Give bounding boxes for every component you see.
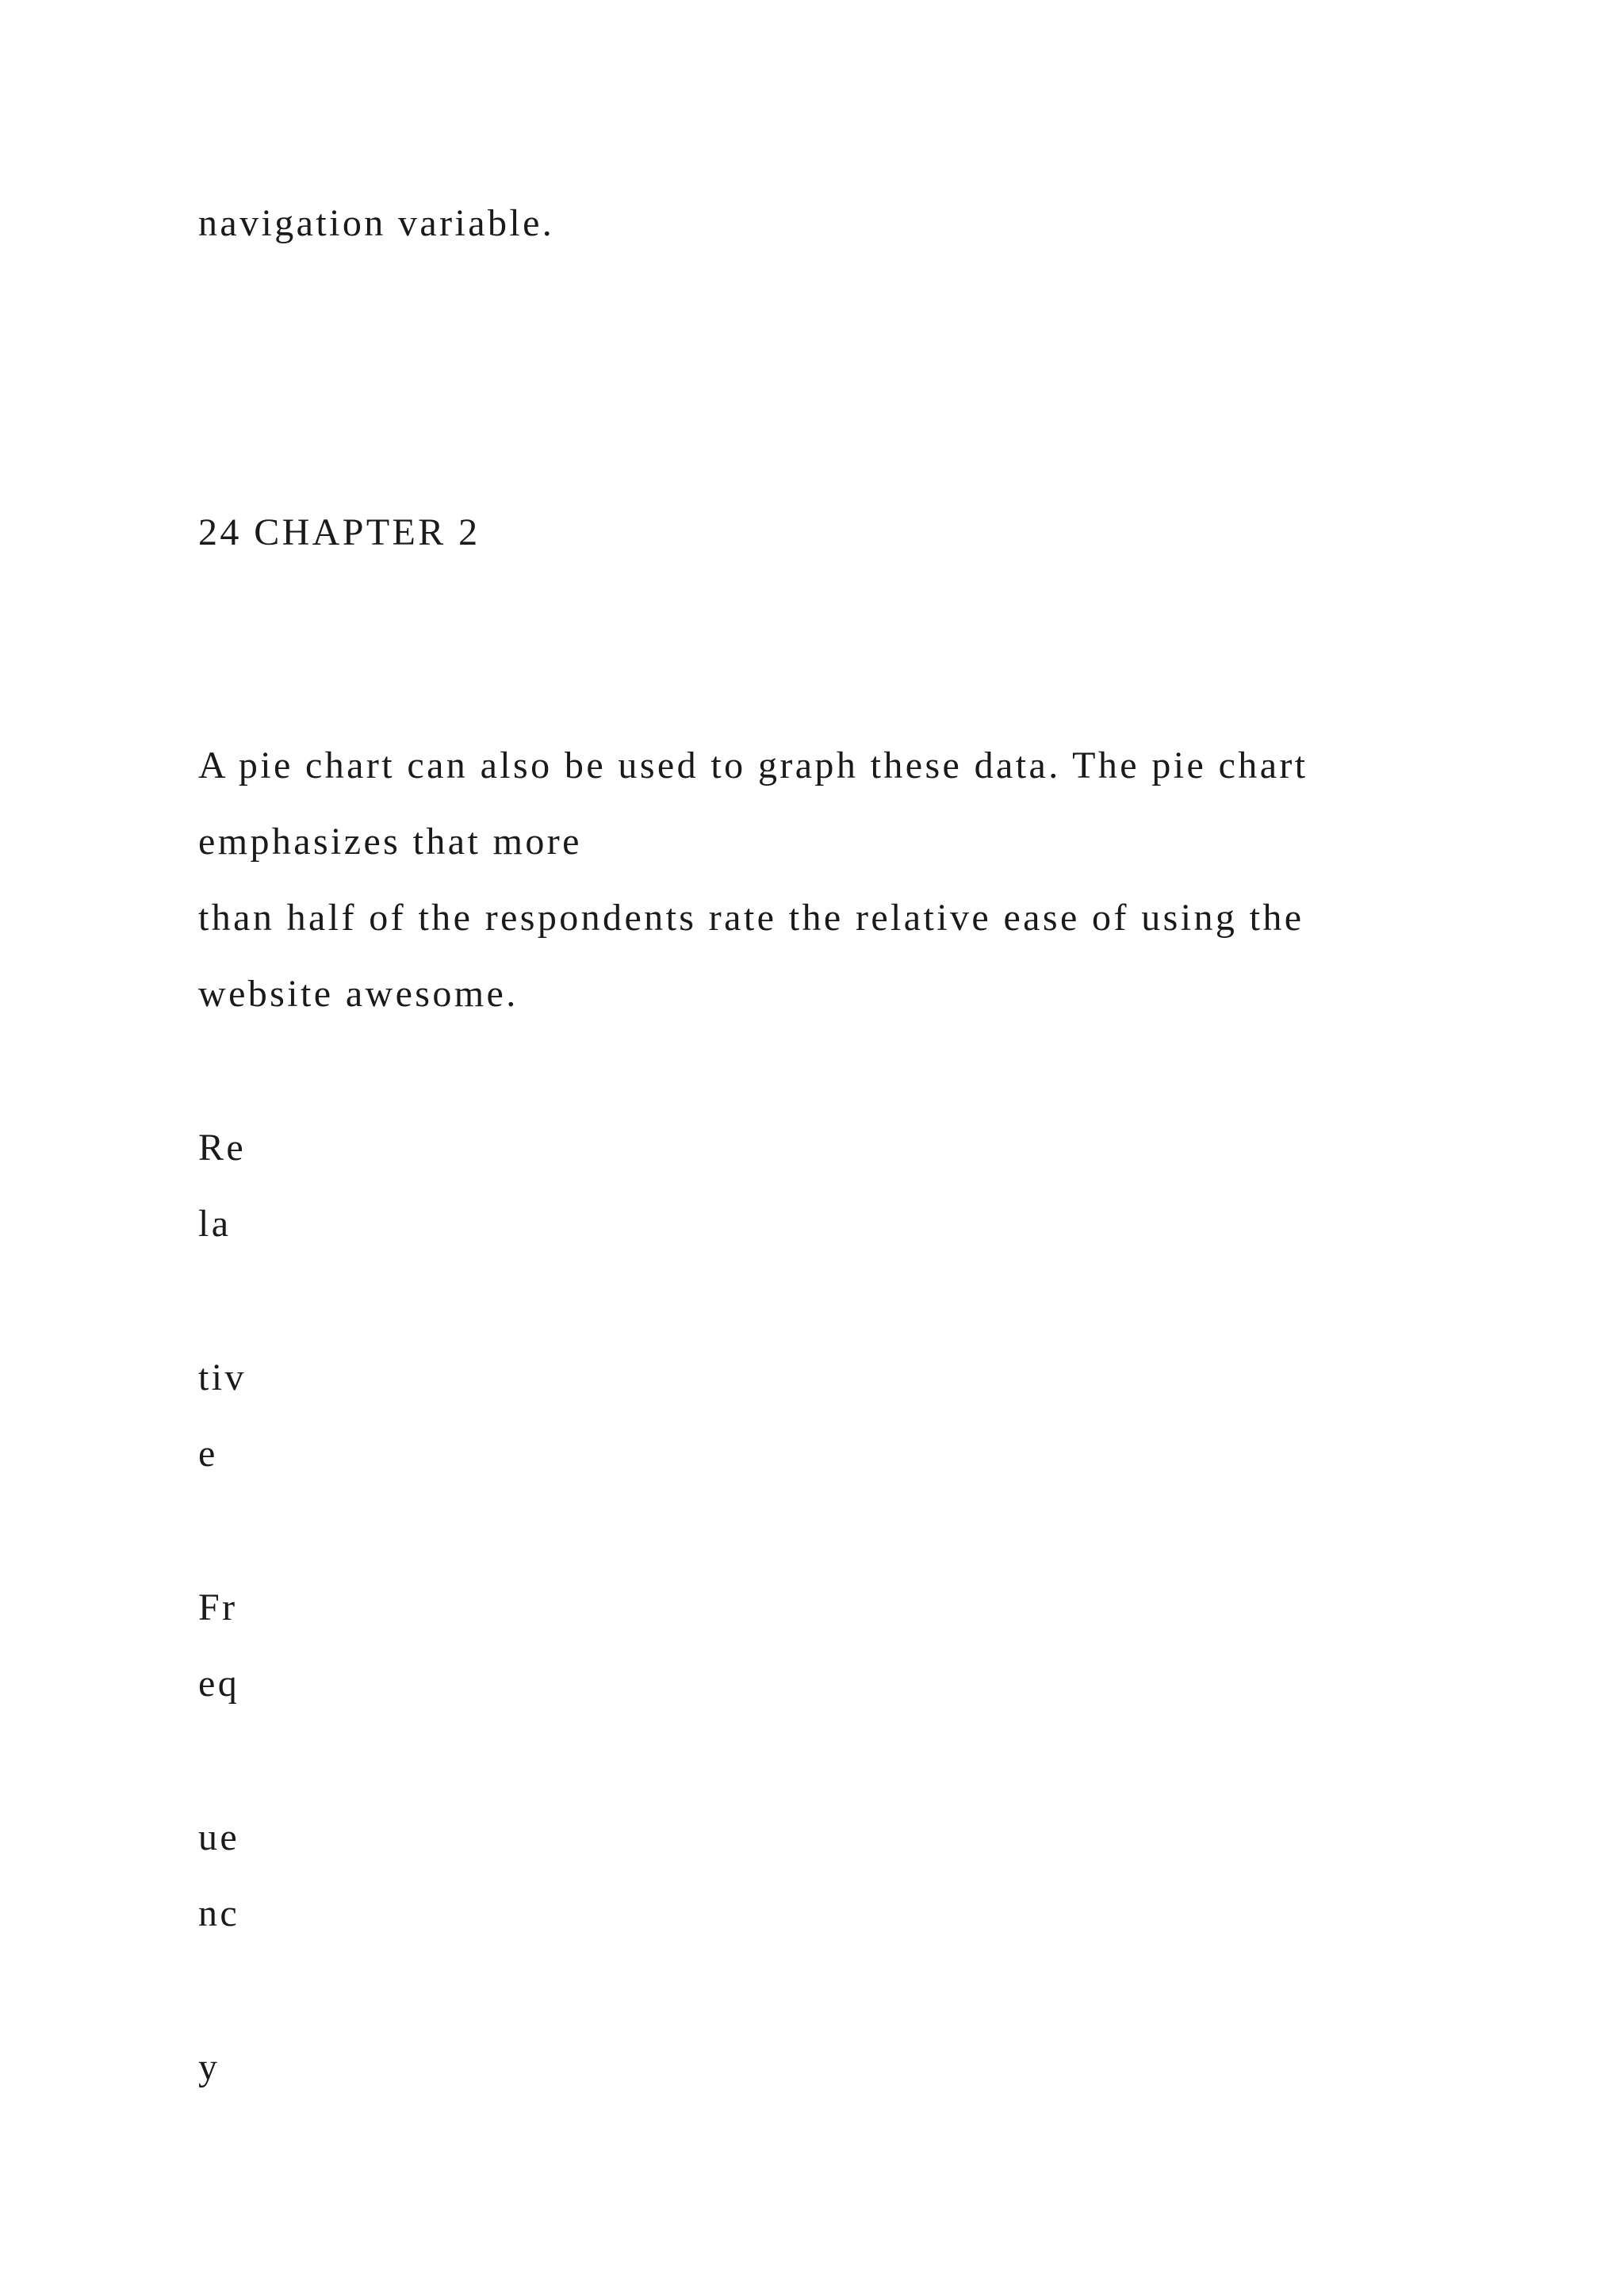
paragraph-line: A pie chart can also be used to graph these data. The pie chart	[198, 744, 1308, 786]
axis-fragment: Re	[198, 1127, 247, 1169]
axis-fragment: y	[198, 2046, 220, 2088]
axis-fragment: la	[198, 1203, 232, 1245]
axis-fragment: ue	[198, 1816, 240, 1858]
axis-fragment: e	[198, 1433, 218, 1475]
paragraph-line: than half of the respondents rate the relative ease of using the	[198, 897, 1304, 939]
axis-fragment: tiv	[198, 1357, 247, 1399]
intro-line: navigation variable.	[198, 202, 555, 244]
axis-fragment: eq	[198, 1663, 240, 1705]
page-header: 24 CHAPTER 2	[198, 511, 481, 553]
paragraph-line: website awesome.	[198, 973, 519, 1015]
axis-fragment: nc	[198, 1892, 240, 1934]
paragraph-line: emphasizes that more	[198, 821, 582, 863]
axis-fragment: Fr	[198, 1586, 238, 1628]
